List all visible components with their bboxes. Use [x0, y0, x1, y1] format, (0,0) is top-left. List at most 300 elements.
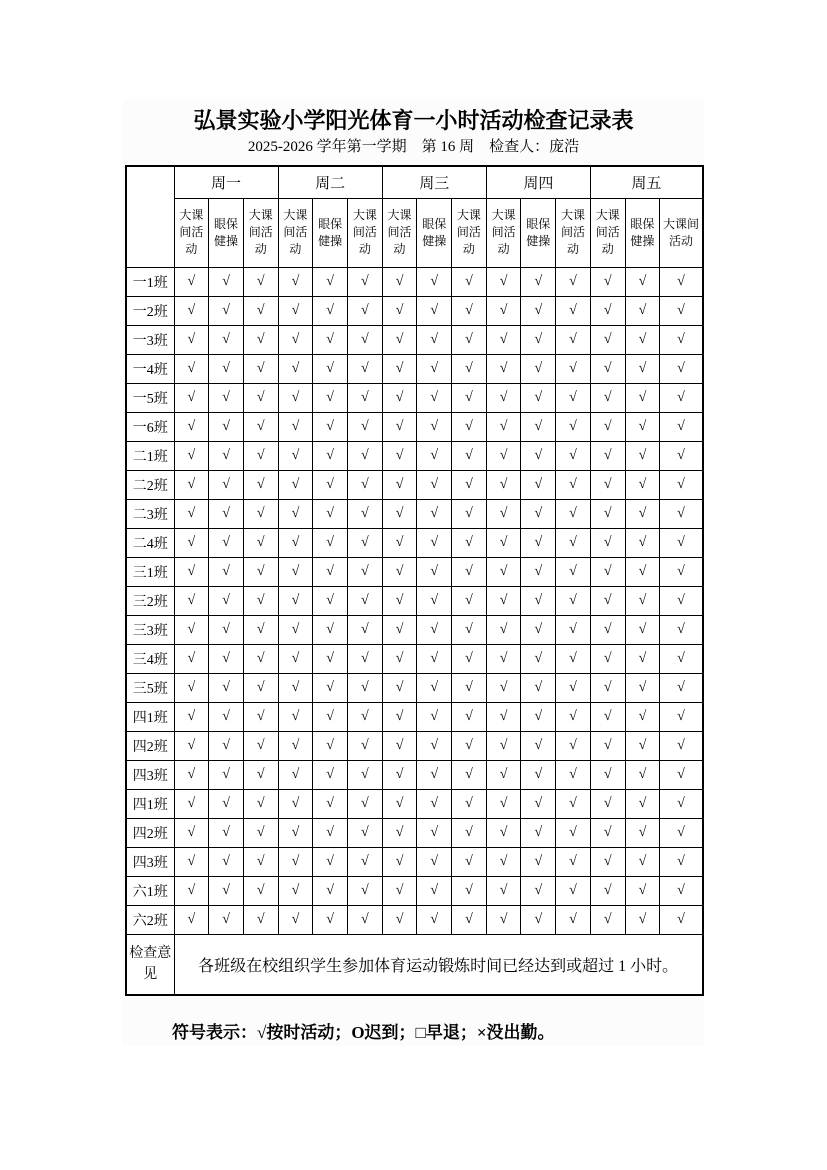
check-cell: √	[313, 383, 348, 412]
check-cell: √	[660, 528, 703, 557]
check-cell: √	[556, 702, 591, 731]
check-cell: √	[660, 905, 703, 934]
check-cell: √	[556, 615, 591, 644]
check-cell: √	[625, 673, 660, 702]
check-cell: √	[521, 383, 556, 412]
opinion-text: 各班级在校组织学生参加体育运动锻炼时间已经达到或超过 1 小时。	[174, 934, 703, 995]
check-cell: √	[660, 354, 703, 383]
check-cell: √	[417, 499, 452, 528]
class-row-label: 四2班	[126, 818, 174, 847]
check-cell: √	[243, 789, 278, 818]
check-cell: √	[486, 702, 521, 731]
check-cell: √	[625, 383, 660, 412]
table-row	[126, 296, 703, 325]
day-header-row	[126, 166, 703, 198]
check-cell: √	[313, 673, 348, 702]
check-cell: √	[452, 383, 487, 412]
check-cell: √	[521, 267, 556, 296]
check-cell: √	[452, 673, 487, 702]
check-cell: √	[417, 818, 452, 847]
check-cell: √	[417, 296, 452, 325]
check-cell: √	[382, 586, 417, 615]
check-cell: √	[347, 731, 382, 760]
check-cell: √	[174, 789, 209, 818]
check-cell: √	[313, 760, 348, 789]
check-cell: √	[313, 702, 348, 731]
check-cell: √	[556, 528, 591, 557]
check-cell: √	[209, 818, 244, 847]
check-cell: √	[382, 499, 417, 528]
table-row	[126, 731, 703, 760]
check-cell: √	[417, 441, 452, 470]
check-cell: √	[417, 673, 452, 702]
class-row-label: 二2班	[126, 470, 174, 499]
check-cell: √	[452, 499, 487, 528]
check-cell: √	[174, 441, 209, 470]
check-cell: √	[278, 702, 313, 731]
check-cell: √	[347, 789, 382, 818]
class-row-label: 二1班	[126, 441, 174, 470]
activity-header-d4-3: 大课间活动	[556, 198, 591, 267]
check-cell: √	[486, 731, 521, 760]
check-cell: √	[174, 325, 209, 354]
check-cell: √	[347, 644, 382, 673]
check-cell: √	[660, 383, 703, 412]
check-cell: √	[313, 267, 348, 296]
check-cell: √	[278, 354, 313, 383]
check-cell: √	[660, 644, 703, 673]
check-cell: √	[590, 470, 625, 499]
check-cell: √	[486, 847, 521, 876]
check-cell: √	[660, 470, 703, 499]
check-cell: √	[625, 441, 660, 470]
table-row	[126, 557, 703, 586]
check-cell: √	[347, 586, 382, 615]
check-cell: √	[174, 383, 209, 412]
check-cell: √	[625, 470, 660, 499]
check-cell: √	[625, 818, 660, 847]
check-cell: √	[521, 412, 556, 441]
activity-header-d3-3: 大课间活动	[452, 198, 487, 267]
check-cell: √	[625, 644, 660, 673]
check-cell: √	[278, 818, 313, 847]
check-cell: √	[278, 905, 313, 934]
check-cell: √	[417, 760, 452, 789]
check-cell: √	[452, 412, 487, 441]
symbol-legend: 符号表示：√按时活动；O迟到；□早退；×没出勤。	[172, 1023, 555, 1042]
check-cell: √	[278, 325, 313, 354]
check-cell: √	[556, 847, 591, 876]
check-cell: √	[556, 354, 591, 383]
check-cell: √	[347, 499, 382, 528]
class-row-label: 四3班	[126, 760, 174, 789]
class-row-label: 一1班	[126, 267, 174, 296]
class-row-label: 三1班	[126, 557, 174, 586]
check-cell: √	[556, 876, 591, 905]
activity-header-row	[126, 198, 703, 267]
check-cell: √	[486, 615, 521, 644]
check-cell: √	[625, 789, 660, 818]
check-cell: √	[590, 702, 625, 731]
check-cell: √	[660, 267, 703, 296]
check-cell: √	[521, 296, 556, 325]
check-cell: √	[382, 354, 417, 383]
check-cell: √	[347, 354, 382, 383]
check-cell: √	[625, 586, 660, 615]
class-row-label: 一2班	[126, 296, 174, 325]
class-row-label: 一6班	[126, 412, 174, 441]
check-cell: √	[486, 412, 521, 441]
check-cell: √	[209, 383, 244, 412]
check-cell: √	[417, 267, 452, 296]
check-cell: √	[209, 325, 244, 354]
check-cell: √	[625, 557, 660, 586]
check-cell: √	[660, 325, 703, 354]
table-body	[126, 267, 703, 995]
check-cell: √	[313, 557, 348, 586]
check-cell: √	[347, 296, 382, 325]
check-cell: √	[174, 847, 209, 876]
day-header-3: 周三	[382, 166, 486, 198]
check-cell: √	[486, 673, 521, 702]
check-cell: √	[521, 441, 556, 470]
check-cell: √	[313, 441, 348, 470]
check-cell: √	[625, 354, 660, 383]
check-cell: √	[660, 586, 703, 615]
inspection-table	[125, 165, 704, 996]
table-head	[126, 166, 703, 267]
check-cell: √	[452, 644, 487, 673]
check-cell: √	[174, 586, 209, 615]
check-cell: √	[452, 731, 487, 760]
check-cell: √	[209, 673, 244, 702]
check-cell: √	[347, 905, 382, 934]
check-cell: √	[209, 412, 244, 441]
check-cell: √	[452, 441, 487, 470]
check-cell: √	[347, 325, 382, 354]
check-cell: √	[347, 528, 382, 557]
class-row-label: 一3班	[126, 325, 174, 354]
class-row-label: 四2班	[126, 731, 174, 760]
activity-header-d1-3: 大课间活动	[243, 198, 278, 267]
check-cell: √	[209, 557, 244, 586]
check-cell: √	[452, 354, 487, 383]
check-cell: √	[347, 470, 382, 499]
check-cell: √	[278, 615, 313, 644]
check-cell: √	[486, 325, 521, 354]
check-cell: √	[590, 760, 625, 789]
table-row	[126, 528, 703, 557]
check-cell: √	[174, 557, 209, 586]
check-cell: √	[660, 876, 703, 905]
check-cell: √	[556, 789, 591, 818]
check-cell: √	[590, 876, 625, 905]
table-row	[126, 354, 703, 383]
check-cell: √	[209, 644, 244, 673]
check-cell: √	[625, 296, 660, 325]
check-cell: √	[313, 876, 348, 905]
check-cell: √	[347, 818, 382, 847]
check-cell: √	[556, 499, 591, 528]
class-row-label: 三4班	[126, 644, 174, 673]
class-row-label: 六1班	[126, 876, 174, 905]
check-cell: √	[590, 499, 625, 528]
table-row	[126, 847, 703, 876]
check-cell: √	[452, 789, 487, 818]
check-cell: √	[590, 441, 625, 470]
check-cell: √	[313, 615, 348, 644]
check-cell: √	[625, 905, 660, 934]
activity-header-d5-1: 大课间活动	[590, 198, 625, 267]
check-cell: √	[243, 818, 278, 847]
check-cell: √	[486, 876, 521, 905]
check-cell: √	[243, 528, 278, 557]
check-cell: √	[243, 557, 278, 586]
check-cell: √	[590, 267, 625, 296]
check-cell: √	[417, 847, 452, 876]
check-cell: √	[278, 847, 313, 876]
check-cell: √	[417, 383, 452, 412]
check-cell: √	[521, 818, 556, 847]
check-cell: √	[209, 847, 244, 876]
activity-header-d3-2: 眼保健操	[417, 198, 452, 267]
check-cell: √	[313, 586, 348, 615]
check-cell: √	[556, 470, 591, 499]
class-row-label: 三5班	[126, 673, 174, 702]
check-cell: √	[486, 296, 521, 325]
check-cell: √	[313, 499, 348, 528]
check-cell: √	[347, 557, 382, 586]
check-cell: √	[521, 586, 556, 615]
check-cell: √	[486, 441, 521, 470]
check-cell: √	[278, 296, 313, 325]
check-cell: √	[278, 644, 313, 673]
check-cell: √	[243, 441, 278, 470]
check-cell: √	[417, 876, 452, 905]
check-cell: √	[382, 296, 417, 325]
opinion-label: 检查意见	[126, 934, 174, 995]
check-cell: √	[590, 586, 625, 615]
activity-header-d4-1: 大课间活动	[486, 198, 521, 267]
check-cell: √	[521, 702, 556, 731]
table-row	[126, 789, 703, 818]
page-title: 弘景实验小学阳光体育一小时活动检查记录表	[193, 108, 634, 133]
check-cell: √	[382, 267, 417, 296]
class-row-label: 一4班	[126, 354, 174, 383]
check-cell: √	[313, 818, 348, 847]
check-cell: √	[660, 818, 703, 847]
check-cell: √	[174, 267, 209, 296]
check-cell: √	[417, 528, 452, 557]
check-cell: √	[556, 586, 591, 615]
activity-header-d5-2: 眼保健操	[625, 198, 660, 267]
check-cell: √	[417, 905, 452, 934]
check-cell: √	[174, 499, 209, 528]
check-cell: √	[174, 644, 209, 673]
check-cell: √	[209, 441, 244, 470]
check-cell: √	[278, 470, 313, 499]
check-cell: √	[243, 296, 278, 325]
check-cell: √	[382, 673, 417, 702]
check-cell: √	[382, 847, 417, 876]
check-cell: √	[486, 586, 521, 615]
table-row	[126, 702, 703, 731]
check-cell: √	[556, 557, 591, 586]
check-cell: √	[313, 354, 348, 383]
check-cell: √	[174, 760, 209, 789]
check-cell: √	[590, 412, 625, 441]
check-cell: √	[556, 267, 591, 296]
check-cell: √	[486, 905, 521, 934]
check-cell: √	[382, 876, 417, 905]
class-row-label: 四3班	[126, 847, 174, 876]
check-cell: √	[382, 615, 417, 644]
check-cell: √	[486, 354, 521, 383]
check-cell: √	[347, 383, 382, 412]
check-cell: √	[313, 412, 348, 441]
check-cell: √	[417, 586, 452, 615]
check-cell: √	[590, 731, 625, 760]
check-cell: √	[278, 441, 313, 470]
check-cell: √	[521, 789, 556, 818]
check-cell: √	[486, 760, 521, 789]
table-row	[126, 673, 703, 702]
check-cell: √	[278, 383, 313, 412]
check-cell: √	[382, 441, 417, 470]
check-cell: √	[243, 383, 278, 412]
check-cell: √	[243, 644, 278, 673]
check-cell: √	[243, 702, 278, 731]
check-cell: √	[347, 760, 382, 789]
check-cell: √	[660, 760, 703, 789]
check-cell: √	[521, 470, 556, 499]
check-cell: √	[382, 702, 417, 731]
check-cell: √	[660, 615, 703, 644]
check-cell: √	[660, 789, 703, 818]
check-cell: √	[209, 789, 244, 818]
day-header-2: 周二	[278, 166, 382, 198]
check-cell: √	[556, 325, 591, 354]
check-cell: √	[243, 354, 278, 383]
check-cell: √	[417, 325, 452, 354]
activity-header-d2-1: 大课间活动	[278, 198, 313, 267]
check-cell: √	[452, 702, 487, 731]
check-cell: √	[590, 818, 625, 847]
check-cell: √	[243, 470, 278, 499]
check-cell: √	[209, 615, 244, 644]
check-cell: √	[174, 876, 209, 905]
check-cell: √	[209, 760, 244, 789]
table-row	[126, 818, 703, 847]
table-row	[126, 615, 703, 644]
check-cell: √	[243, 412, 278, 441]
check-cell: √	[313, 905, 348, 934]
check-cell: √	[556, 760, 591, 789]
check-cell: √	[382, 789, 417, 818]
check-cell: √	[660, 296, 703, 325]
check-cell: √	[625, 412, 660, 441]
opinion-row	[126, 934, 703, 995]
check-cell: √	[556, 818, 591, 847]
check-cell: √	[625, 267, 660, 296]
class-row-label: 三2班	[126, 586, 174, 615]
check-cell: √	[590, 847, 625, 876]
check-cell: √	[209, 470, 244, 499]
table-row	[126, 441, 703, 470]
check-cell: √	[417, 731, 452, 760]
table-row	[126, 760, 703, 789]
check-cell: √	[486, 557, 521, 586]
check-cell: √	[556, 412, 591, 441]
table-row	[126, 325, 703, 354]
check-cell: √	[625, 615, 660, 644]
class-row-label: 三3班	[126, 615, 174, 644]
check-cell: √	[660, 412, 703, 441]
day-header-1: 周一	[174, 166, 278, 198]
table-row	[126, 470, 703, 499]
table-row	[126, 412, 703, 441]
check-cell: √	[417, 557, 452, 586]
check-cell: √	[521, 847, 556, 876]
check-cell: √	[417, 702, 452, 731]
check-cell: √	[209, 586, 244, 615]
check-cell: √	[209, 296, 244, 325]
check-cell: √	[382, 383, 417, 412]
activity-header-d5-3: 大课间活动	[660, 198, 703, 267]
check-cell: √	[243, 731, 278, 760]
check-cell: √	[452, 876, 487, 905]
check-cell: √	[278, 499, 313, 528]
check-cell: √	[452, 528, 487, 557]
activity-header-d1-1: 大课间活动	[174, 198, 209, 267]
check-cell: √	[521, 325, 556, 354]
check-cell: √	[417, 615, 452, 644]
check-cell: √	[521, 499, 556, 528]
class-row-label: 六2班	[126, 905, 174, 934]
class-row-label: 二4班	[126, 528, 174, 557]
check-cell: √	[209, 731, 244, 760]
check-cell: √	[452, 905, 487, 934]
check-cell: √	[313, 789, 348, 818]
check-cell: √	[347, 441, 382, 470]
check-cell: √	[521, 557, 556, 586]
check-cell: √	[313, 847, 348, 876]
check-cell: √	[590, 383, 625, 412]
check-cell: √	[313, 470, 348, 499]
check-cell: √	[209, 876, 244, 905]
check-cell: √	[382, 528, 417, 557]
check-cell: √	[382, 557, 417, 586]
check-cell: √	[452, 557, 487, 586]
check-cell: √	[278, 586, 313, 615]
document-page	[123, 100, 704, 1046]
check-cell: √	[382, 905, 417, 934]
check-cell: √	[174, 731, 209, 760]
table-row	[126, 586, 703, 615]
corner-cell	[126, 166, 174, 267]
check-cell: √	[625, 760, 660, 789]
check-cell: √	[382, 644, 417, 673]
check-cell: √	[174, 354, 209, 383]
check-cell: √	[174, 412, 209, 441]
check-cell: √	[382, 325, 417, 354]
check-cell: √	[521, 354, 556, 383]
check-cell: √	[243, 499, 278, 528]
check-cell: √	[174, 615, 209, 644]
check-cell: √	[452, 267, 487, 296]
check-cell: √	[556, 383, 591, 412]
check-cell: √	[243, 586, 278, 615]
